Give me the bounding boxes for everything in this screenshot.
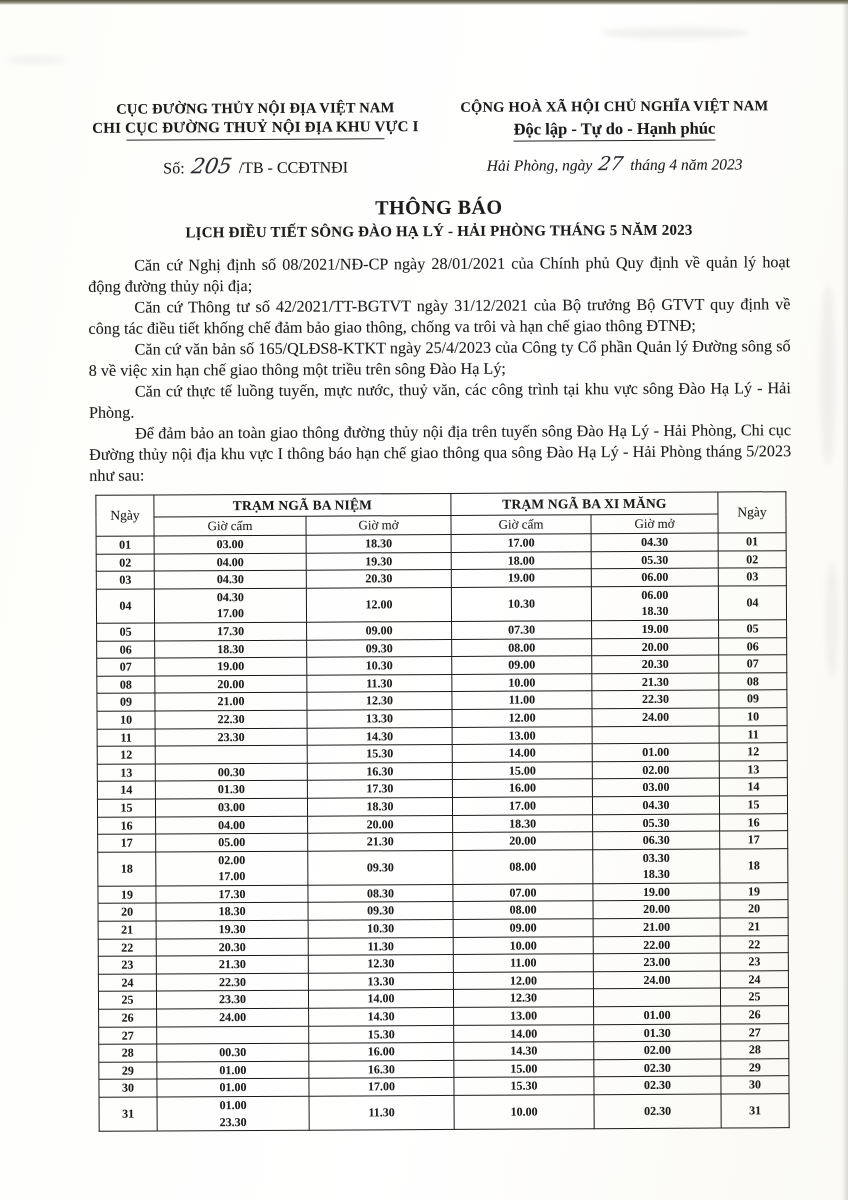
- issuing-agency-block: [87, 100, 423, 179]
- document-number-suffix: /TB - CCĐTNĐI: [238, 159, 349, 178]
- day-cell-right: 24: [720, 971, 788, 989]
- scan-artifact: [826, 560, 838, 680]
- niem-closed-cell: 01.00 23.30: [157, 1096, 309, 1131]
- niem-closed-cell: 22.30: [155, 710, 307, 728]
- station-ximang-header: TRẠM NGÃ BA XI MĂNG: [451, 492, 718, 515]
- ximang-closed-cell: 13.00: [454, 1007, 594, 1025]
- niem-closed-cell: 00.30: [157, 1043, 309, 1061]
- niem-closed-cell: 02.00 17.00: [156, 851, 308, 886]
- national-motto-block: [439, 98, 789, 176]
- niem-open-cell: 12.30: [308, 955, 453, 973]
- ximang-open-cell: 20.00: [593, 901, 720, 919]
- niem-open-subheader: Giờ mở: [306, 515, 451, 535]
- ximang-open-cell: 04.30: [591, 533, 718, 551]
- day-cell-left: 18: [98, 852, 156, 886]
- niem-open-cell: 10.30: [308, 920, 453, 938]
- day-column-header-left: Ngày: [96, 495, 154, 536]
- niem-closed-cell: 01.30: [155, 781, 307, 799]
- niem-open-cell: 16.00: [309, 1043, 454, 1061]
- ximang-open-cell: 06.00 18.30: [591, 586, 718, 621]
- ximang-closed-cell: 10.00: [453, 936, 593, 954]
- day-cell-right: 22: [720, 935, 788, 953]
- paragraph-announcement: Để đảm bảo an toàn giao thông đường thủy nội địa trên tuyến sông Đào Hạ Lý - Hải Phòng, Chi cục Đường thủy nội địa khu vực I thông báo hạn chế giao thông qua sông Đào Hạ Lý - Hải Phòng tháng 5/2023 như sau:: [89, 421, 792, 485]
- scan-artifact: [820, 285, 836, 465]
- niem-open-cell: 15.30: [309, 1025, 454, 1043]
- niem-closed-cell: 03.00: [154, 535, 306, 553]
- ximang-closed-cell: 18.00: [451, 551, 591, 569]
- paragraph-legal-basis-3: Căn cứ văn bản số 165/QLĐS8-KTKT ngày 25/4/2023 của Công ty Cổ phần Quản lý Đường sông số 8 về việc xin hạn chế giao thông một triều trên sông Đào Hạ Lý;: [88, 337, 791, 380]
- day-cell-right: 27: [721, 1023, 789, 1041]
- day-cell-left: 05: [97, 623, 155, 641]
- letterhead-underline: [127, 138, 385, 140]
- niem-closed-cell: 05.00: [156, 833, 308, 851]
- document-number-label: Số:: [163, 160, 185, 178]
- day-cell-left: 14: [97, 781, 155, 799]
- ximang-open-cell: 20.00: [592, 638, 719, 656]
- scan-artifact: [6, 55, 66, 65]
- niem-open-cell: 16.30: [309, 1060, 454, 1078]
- ximang-open-cell: 20.30: [592, 655, 719, 673]
- niem-closed-cell: 21.00: [155, 693, 307, 711]
- date-suffix: tháng 4 năm 2023: [630, 156, 743, 175]
- day-cell-left: 26: [99, 1009, 157, 1027]
- niem-closed-cell: 18.30: [155, 640, 307, 658]
- day-cell-left: 07: [97, 658, 155, 676]
- niem-open-cell: 11.30: [307, 674, 452, 692]
- day-cell-right: 03: [718, 568, 786, 586]
- day-cell-left: 12: [97, 746, 155, 764]
- ximang-closed-cell: 19.00: [451, 569, 591, 587]
- ximang-open-cell: 02.00: [594, 1041, 721, 1059]
- national-title: CỘNG HOÀ XÃ HỘI CHỦ NGHĨA VIỆT NAM: [460, 98, 769, 116]
- day-cell-right: 26: [721, 1006, 789, 1024]
- day-cell-left: 28: [99, 1044, 157, 1062]
- niem-closed-cell: 24.00: [157, 1008, 309, 1026]
- niem-open-cell: 09.00: [307, 621, 452, 639]
- day-cell-right: 21: [720, 918, 788, 936]
- niem-open-cell: 17.30: [307, 780, 452, 798]
- niem-open-cell: 12.00: [306, 587, 451, 622]
- ximang-open-cell: 04.30: [592, 796, 719, 814]
- day-cell-right: 25: [720, 988, 788, 1006]
- table-row: [98, 848, 788, 886]
- ximang-open-cell: 02.00: [592, 761, 719, 779]
- national-motto: Độc lập - Tự do - Hạnh phúc: [514, 119, 716, 142]
- niem-open-cell: 20.00: [308, 815, 453, 833]
- niem-open-cell: 16.30: [307, 762, 452, 780]
- ximang-closed-cell: 14.00: [452, 744, 592, 762]
- day-cell-left: 27: [99, 1027, 157, 1045]
- day-cell-left: 13: [97, 764, 155, 782]
- ximang-closed-cell: 08.00: [452, 638, 592, 656]
- document-number-line: [88, 153, 424, 179]
- day-cell-left: 17: [98, 834, 156, 852]
- day-cell-left: 24: [98, 974, 156, 992]
- niem-open-cell: 18.30: [306, 534, 451, 552]
- niem-closed-cell: 04.00: [154, 553, 306, 571]
- ximang-closed-cell: 08.00: [453, 849, 593, 884]
- niem-closed-cell: [157, 1026, 309, 1044]
- niem-open-cell: 09.30: [308, 902, 453, 920]
- paragraph-legal-basis-1: Căn cứ Nghị định số 08/2021/NĐ-CP ngày 28/01/2021 của Chính phủ Quy định về quản lý hoạt động đường thủy nội địa;: [88, 253, 791, 296]
- day-cell-left: 04: [96, 589, 154, 623]
- title-block: [88, 195, 790, 243]
- niem-open-cell: 13.30: [307, 709, 452, 727]
- ximang-closed-cell: 17.00: [451, 534, 591, 552]
- niem-open-cell: 13.30: [308, 972, 453, 990]
- ximang-closed-cell: 09.00: [453, 919, 593, 937]
- date-prefix: Hải Phòng, ngày: [486, 157, 593, 175]
- day-cell-right: 05: [719, 620, 787, 638]
- ximang-closed-cell: 16.00: [452, 779, 592, 797]
- date-day-handwritten: 27: [597, 153, 626, 176]
- ximang-closed-cell: 10.00: [452, 673, 592, 691]
- day-cell-right: 16: [720, 813, 788, 831]
- regulation-schedule-table: [95, 491, 789, 1132]
- niem-open-cell: 14.30: [307, 727, 452, 745]
- day-cell-left: 30: [99, 1079, 157, 1097]
- ximang-open-cell: 02.30: [594, 1094, 721, 1129]
- ximang-open-cell: 03.00: [592, 778, 719, 796]
- niem-closed-cell: 17.30: [156, 885, 308, 903]
- ximang-closed-cell: 14.30: [454, 1042, 594, 1060]
- niem-closed-cell: 19.00: [155, 657, 307, 675]
- ximang-closed-cell: 15.00: [452, 761, 592, 779]
- ximang-closed-cell: 11.00: [452, 691, 592, 709]
- day-cell-right: 09: [719, 690, 787, 708]
- niem-closed-cell: 23.30: [155, 728, 307, 746]
- day-cell-left: 06: [97, 641, 155, 659]
- day-cell-left: 03: [96, 571, 154, 589]
- ximang-closed-cell: 12.00: [453, 972, 593, 990]
- table-row: [99, 1094, 789, 1132]
- paragraph-legal-basis-4: Căn cứ thực tế luồng tuyến, mực nước, thuỷ văn, các công trình tại khu vực sông Đào Hạ Lý - Hải Phòng.: [88, 379, 791, 422]
- niem-open-cell: 09.30: [307, 639, 452, 657]
- niem-open-cell: 10.30: [307, 657, 452, 675]
- niem-open-cell: 14.00: [308, 990, 453, 1008]
- ximang-open-cell: 02.30: [594, 1059, 721, 1077]
- niem-closed-cell: 04.30 17.00: [154, 588, 306, 623]
- day-cell-right: 29: [721, 1058, 789, 1076]
- niem-open-cell: 09.30: [308, 850, 453, 885]
- ximang-open-cell: 19.00: [592, 620, 719, 638]
- ximang-closed-cell: 12.00: [452, 709, 592, 727]
- day-cell-left: 23: [98, 956, 156, 974]
- ximang-open-cell: 21.00: [593, 918, 720, 936]
- ximang-closed-subheader: Giờ cấm: [451, 515, 591, 535]
- parent-agency-name: CỤC ĐƯỜNG THỦY NỘI ĐỊA VIỆT NAM: [116, 100, 395, 118]
- day-cell-left: 15: [97, 799, 155, 817]
- day-cell-left: 11: [97, 729, 155, 747]
- day-column-header-right: Ngày: [718, 492, 786, 533]
- niem-closed-cell: 20.00: [155, 675, 307, 693]
- niem-open-cell: 18.30: [307, 797, 452, 815]
- ximang-open-cell: 22.00: [593, 936, 720, 954]
- document-title: THÔNG BÁO: [375, 196, 503, 220]
- niem-open-cell: 17.00: [309, 1078, 454, 1096]
- ximang-closed-cell: 17.00: [452, 797, 592, 815]
- ximang-closed-cell: 11.00: [453, 954, 593, 972]
- niem-closed-cell: 22.30: [156, 973, 308, 991]
- niem-closed-cell: 03.00: [155, 798, 307, 816]
- niem-open-cell: 19.30: [306, 552, 451, 570]
- niem-closed-cell: 17.30: [155, 622, 307, 640]
- ximang-closed-cell: 15.30: [454, 1077, 594, 1095]
- niem-closed-cell: 04.30: [154, 570, 306, 588]
- niem-open-cell: 08.30: [308, 884, 453, 902]
- day-cell-left: 22: [98, 939, 156, 957]
- ximang-open-cell: 01.00: [594, 1006, 721, 1024]
- niem-open-cell: 11.30: [309, 1095, 454, 1130]
- day-cell-right: 11: [719, 725, 787, 743]
- ximang-closed-cell: 09.00: [452, 656, 592, 674]
- ximang-open-cell: 06.30: [593, 831, 720, 849]
- niem-closed-cell: 01.00: [157, 1079, 309, 1097]
- ximang-closed-cell: 10.30: [451, 586, 591, 621]
- day-cell-right: 04: [718, 585, 786, 620]
- day-cell-right: 20: [720, 900, 788, 918]
- day-cell-left: 19: [98, 886, 156, 904]
- day-cell-left: 31: [99, 1097, 157, 1131]
- day-cell-right: 13: [719, 760, 787, 778]
- letterhead: [87, 98, 789, 179]
- ximang-closed-cell: 15.00: [454, 1060, 594, 1078]
- ximang-open-cell: 21.30: [592, 673, 719, 691]
- day-cell-right: 31: [721, 1094, 789, 1129]
- ximang-open-cell: 22.30: [592, 690, 719, 708]
- ximang-open-cell: 06.00: [591, 568, 718, 586]
- day-cell-right: 06: [719, 637, 787, 655]
- ximang-open-cell: 24.00: [593, 971, 720, 989]
- ximang-closed-cell: 12.30: [453, 989, 593, 1007]
- ximang-open-cell: 03.30 18.30: [593, 849, 720, 884]
- ximang-open-cell: 05.30: [593, 814, 720, 832]
- niem-closed-cell: 00.30: [155, 763, 307, 781]
- ximang-open-cell: [593, 988, 720, 1006]
- ximang-closed-cell: 10.00: [454, 1095, 594, 1130]
- ximang-open-cell: 24.00: [592, 708, 719, 726]
- niem-closed-subheader: Giờ cấm: [154, 516, 306, 536]
- paragraph-legal-basis-2: Căn cứ Thông tư số 42/2021/TT-BGTVT ngày 31/12/2021 của Bộ trưởng Bộ GTVT quy định về công tác điều tiết khống chế đảm bảo giao thông, chống va trôi và hạn chế giao thông ĐTNĐ;: [88, 295, 791, 338]
- ximang-closed-cell: 07.30: [452, 621, 592, 639]
- day-cell-right: 14: [719, 778, 787, 796]
- niem-open-cell: 11.30: [308, 937, 453, 955]
- day-cell-left: 08: [97, 676, 155, 694]
- niem-closed-cell: 04.00: [156, 816, 308, 834]
- day-cell-right: 02: [718, 550, 786, 568]
- day-cell-left: 10: [97, 711, 155, 729]
- ximang-open-cell: 01.30: [594, 1024, 721, 1042]
- day-cell-left: 21: [98, 921, 156, 939]
- day-cell-right: 15: [719, 796, 787, 814]
- day-cell-right: 30: [721, 1076, 789, 1094]
- day-cell-left: 25: [98, 991, 156, 1009]
- ximang-open-cell: 19.00: [593, 883, 720, 901]
- niem-closed-cell: 21.30: [156, 955, 308, 973]
- ximang-closed-cell: 08.00: [453, 901, 593, 919]
- ximang-open-cell: [592, 726, 719, 744]
- ximang-closed-cell: 20.00: [453, 832, 593, 850]
- ximang-closed-cell: 13.00: [452, 726, 592, 744]
- ximang-open-cell: 01.00: [592, 743, 719, 761]
- ximang-closed-cell: 14.00: [454, 1024, 594, 1042]
- niem-open-cell: 12.30: [307, 692, 452, 710]
- issuing-agency-name: CHI CỤC ĐƯỜNG THUỶ NỘI ĐỊA KHU VỰC I: [92, 119, 419, 137]
- niem-closed-cell: 18.30: [156, 903, 308, 921]
- document-subtitle: LỊCH ĐIỀU TIẾT SÔNG ĐÀO HẠ LÝ - HẢI PHÒNG THÁNG 5 NĂM 2023: [185, 222, 693, 242]
- ximang-open-cell: 23.00: [593, 953, 720, 971]
- place-date-line: [440, 152, 790, 176]
- scan-edge-top: [0, 0, 848, 5]
- niem-open-cell: 14.30: [309, 1007, 454, 1025]
- niem-open-cell: 15.30: [307, 745, 452, 763]
- niem-closed-cell: 20.30: [156, 938, 308, 956]
- niem-closed-cell: 23.30: [156, 991, 308, 1009]
- day-cell-left: 01: [96, 536, 154, 554]
- niem-closed-cell: [155, 745, 307, 763]
- scan-edge-right: [842, 0, 848, 1200]
- station-niem-header: TRẠM NGÃ BA NIỆM: [154, 493, 451, 517]
- day-cell-left: 20: [98, 903, 156, 921]
- day-cell-left: 29: [99, 1062, 157, 1080]
- table-header: [96, 492, 786, 537]
- day-cell-right: 07: [719, 655, 787, 673]
- day-cell-right: 01: [718, 533, 786, 551]
- day-cell-right: 23: [720, 953, 788, 971]
- table-row: [96, 585, 786, 623]
- niem-closed-cell: 01.00: [157, 1061, 309, 1079]
- day-cell-right: 12: [719, 743, 787, 761]
- day-cell-right: 08: [719, 672, 787, 690]
- schedule-body: [96, 533, 789, 1132]
- day-cell-left: 02: [96, 554, 154, 572]
- day-cell-left: 16: [98, 816, 156, 834]
- niem-open-cell: 21.30: [308, 833, 453, 851]
- day-cell-right: 28: [721, 1041, 789, 1059]
- day-cell-right: 18: [720, 848, 788, 883]
- niem-closed-cell: 19.30: [156, 920, 308, 938]
- body-text: [88, 252, 791, 487]
- ximang-closed-cell: 07.00: [453, 884, 593, 902]
- day-cell-right: 17: [720, 831, 788, 849]
- niem-open-cell: 20.30: [306, 570, 451, 588]
- scan-artifact: [600, 28, 750, 38]
- document-content: [87, 98, 794, 1132]
- ximang-open-cell: 05.30: [591, 551, 718, 569]
- ximang-closed-cell: 18.30: [453, 814, 593, 832]
- document-number-handwritten: 205: [189, 154, 234, 179]
- ximang-open-subheader: Giờ mở: [591, 514, 718, 534]
- day-cell-left: 09: [97, 693, 155, 711]
- day-cell-right: 19: [720, 883, 788, 901]
- ximang-open-cell: 02.30: [594, 1076, 721, 1094]
- day-cell-right: 10: [719, 708, 787, 726]
